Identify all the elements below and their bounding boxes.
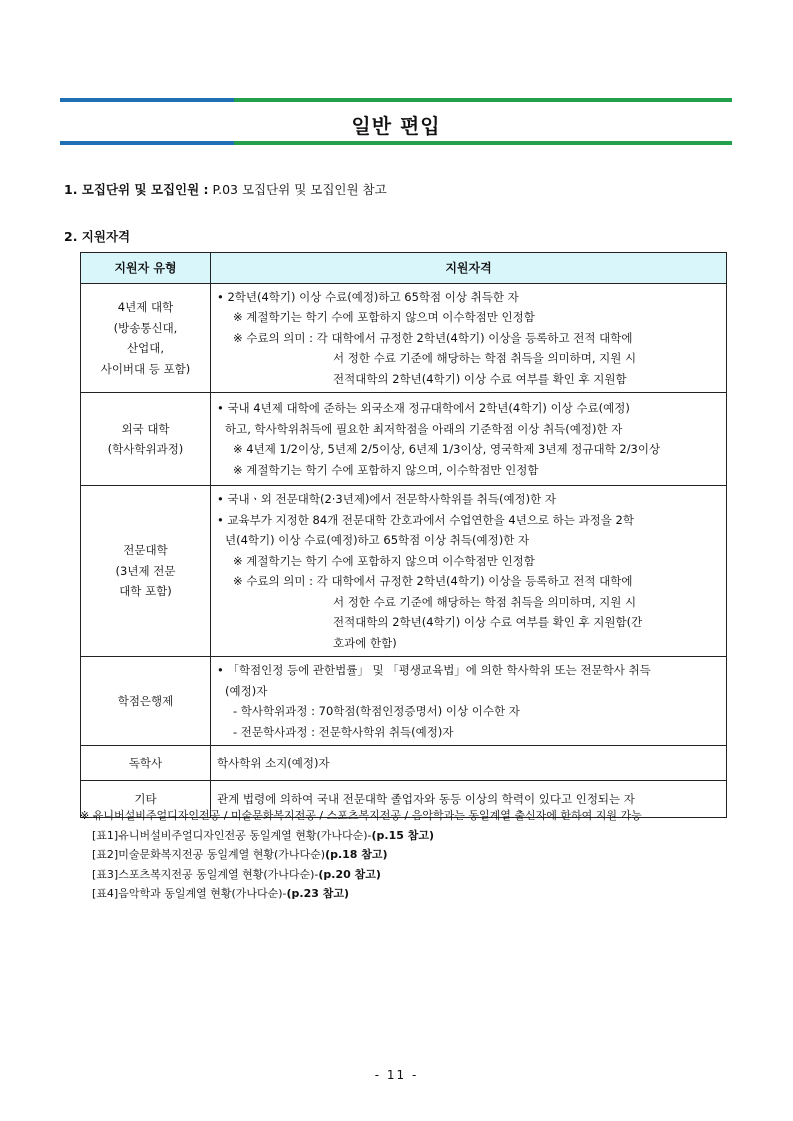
desc-line: 호과에 한함) bbox=[333, 635, 397, 650]
desc-line: 전적대학의 2학년(4학기) 이상 수료 여부를 확인 후 지원함(간 bbox=[333, 615, 643, 629]
note-ref-page: (p.18 참고) bbox=[325, 848, 388, 861]
type-line: 외국 대학 bbox=[121, 421, 170, 436]
type-line: 기타 bbox=[134, 791, 157, 806]
desc-line: 년(4학기) 이상 수료(예정)하고 65학점 이상 취득(예정)한 자 bbox=[225, 533, 530, 547]
desc-line: • 국내ㆍ외 전문대학(2·3년제)에서 전문학사학위를 취득(예정)한 자 bbox=[217, 492, 557, 506]
row-desc-self-study bbox=[211, 746, 727, 781]
desc-line: ※ 수료의 의미 : 각 대학에서 규정한 2학년(4학기) 이상을 등록하고 전적 대학에 bbox=[233, 330, 633, 345]
section-1-heading: 1. 모집단위 및 모집인원 : bbox=[64, 182, 209, 197]
desc-line: ※ 계절학기는 학기 수에 포함하지 않으며, 이수학점만 인정함 bbox=[233, 462, 539, 477]
note-ref-text: [표3]스포츠복지전공 동일계열 현황(가나다순)- bbox=[92, 867, 319, 881]
desc-line: ※ 계절학기는 학기 수에 포함하지 않으며 이수학점만 인정함 bbox=[233, 553, 535, 568]
desc-line: • 국내 4년제 대학에 준하는 외국소재 정규대학에서 2학년(4학기) 이상 수료(예정) bbox=[217, 401, 630, 415]
header-qualification: 지원자격 bbox=[211, 253, 727, 284]
page-title: 일반 편입 bbox=[351, 114, 441, 138]
desc-line: • 「학점인정 등에 관한법률」 및 「평생교육법」에 의한 학사학위 또는 전문학사 취득 bbox=[217, 663, 651, 677]
type-line: (3년제 전문 bbox=[115, 563, 176, 578]
section-1-text: P.03 모집단위 및 모집인원 참고 bbox=[212, 182, 387, 197]
row-type-foreign bbox=[81, 393, 211, 486]
type-line: 학점은행제 bbox=[117, 693, 174, 708]
row-desc-foreign bbox=[211, 393, 727, 486]
desc-line: 관계 법령에 의하여 국내 전문대학 졸업자와 동등 이상의 학력이 있다고 인정되는 자 bbox=[217, 791, 635, 806]
notes-main: ※ 유니버설비주얼디자인전공 / 미술문화복지전공 / 스포츠복지전공 / 음악학과는 동일계열 출신자에 한하여 지원 가능 bbox=[80, 809, 642, 822]
type-line: 사이버대 등 포함) bbox=[100, 361, 191, 376]
desc-line: ※ 계절학기는 학기 수에 포함하지 않으며 이수학점만 인정함 bbox=[233, 310, 535, 325]
row-desc-credit-bank bbox=[211, 657, 727, 746]
section-2-heading: 2. 지원자격 bbox=[64, 229, 131, 244]
type-line: 4년제 대학 bbox=[117, 300, 174, 314]
type-line: 전문대학 bbox=[123, 543, 168, 558]
table-row bbox=[81, 284, 727, 393]
desc-line: 학사학위 소지(예정)자 bbox=[217, 755, 330, 770]
desc-line: - 학사학위과정 : 70학점(학점인정증명서) 이상 이수한 자 bbox=[233, 704, 520, 718]
type-line: 산업대, bbox=[127, 341, 164, 355]
desc-line: 전적대학의 2학년(4학기) 이상 수료 여부를 확인 후 지원함 bbox=[333, 371, 627, 386]
row-type-college bbox=[81, 486, 211, 657]
table-row bbox=[81, 486, 727, 657]
desc-line: ※ 4년제 1/2이상, 5년제 2/5이상, 6년제 1/3이상, 영국학제 3년제 정규대학 2/3이상 bbox=[233, 442, 661, 456]
desc-line: 서 정한 수료 기준에 해당하는 학점 취득을 의미하며, 지원 시 bbox=[333, 594, 637, 609]
note-ref-1 bbox=[80, 826, 642, 846]
note-ref-4 bbox=[80, 884, 642, 904]
header-applicant-type: 지원자 유형 bbox=[81, 253, 211, 284]
desc-line: - 전문학사과정 : 전문학사학위 취득(예정)자 bbox=[233, 724, 454, 739]
desc-line: ※ 수료의 의미 : 각 대학에서 규정한 2학년(4학기) 이상을 등록하고 전적 대학에 bbox=[233, 574, 633, 588]
table-row bbox=[81, 746, 727, 781]
page-number: - 11 - bbox=[374, 1068, 419, 1082]
desc-line: 서 정한 수료 기준에 해당하는 학점 취득을 의미하며, 지원 시 bbox=[333, 351, 637, 366]
row-type-university bbox=[81, 284, 211, 393]
row-desc-university bbox=[211, 284, 727, 393]
desc-line: • 교육부가 지정한 84개 전문대학 간호과에서 수업연한을 4년으로 하는 과정을 2학 bbox=[217, 512, 634, 527]
note-ref-3 bbox=[80, 865, 642, 885]
qualification-table bbox=[80, 252, 727, 818]
bottom-rule bbox=[60, 141, 732, 145]
type-line: 대학 포함) bbox=[119, 584, 172, 599]
note-ref-text: [표4]음악학과 동일계열 현황(가나다순)- bbox=[92, 887, 287, 900]
table-header-row bbox=[81, 253, 727, 284]
note-ref-text: [표2]미술문화복지전공 동일계열 현황(가나다순) bbox=[92, 848, 326, 861]
note-ref-text: [표1]유니버설비주얼디자인전공 동일계열 현황(가나다순)- bbox=[92, 828, 372, 842]
top-rule bbox=[60, 98, 732, 102]
desc-line: (예정)자 bbox=[225, 683, 268, 698]
note-ref-page: (p.23 참고) bbox=[286, 887, 350, 900]
row-desc-college bbox=[211, 486, 727, 657]
notes bbox=[80, 806, 642, 904]
type-line: (학사학위과정) bbox=[107, 442, 184, 456]
type-line: (방송통신대, bbox=[113, 320, 178, 335]
type-line: 독학사 bbox=[128, 755, 163, 770]
desc-line: 하고, 학사학위취득에 필요한 최저학점을 아래의 기준학점 이상 취득(예정)한 자 bbox=[225, 421, 623, 436]
table-row bbox=[81, 393, 727, 486]
row-type-credit-bank bbox=[81, 657, 211, 746]
section-1 bbox=[64, 180, 387, 198]
desc-line: • 2학년(4학기) 이상 수료(예정)하고 65학점 이상 취득한 자 bbox=[217, 289, 519, 304]
table-row bbox=[81, 657, 727, 746]
row-type-self-study bbox=[81, 746, 211, 781]
note-ref-page: (p.20 참고) bbox=[318, 867, 381, 881]
note-ref-2 bbox=[80, 845, 642, 865]
note-ref-page: (p.15 참고) bbox=[371, 828, 435, 842]
